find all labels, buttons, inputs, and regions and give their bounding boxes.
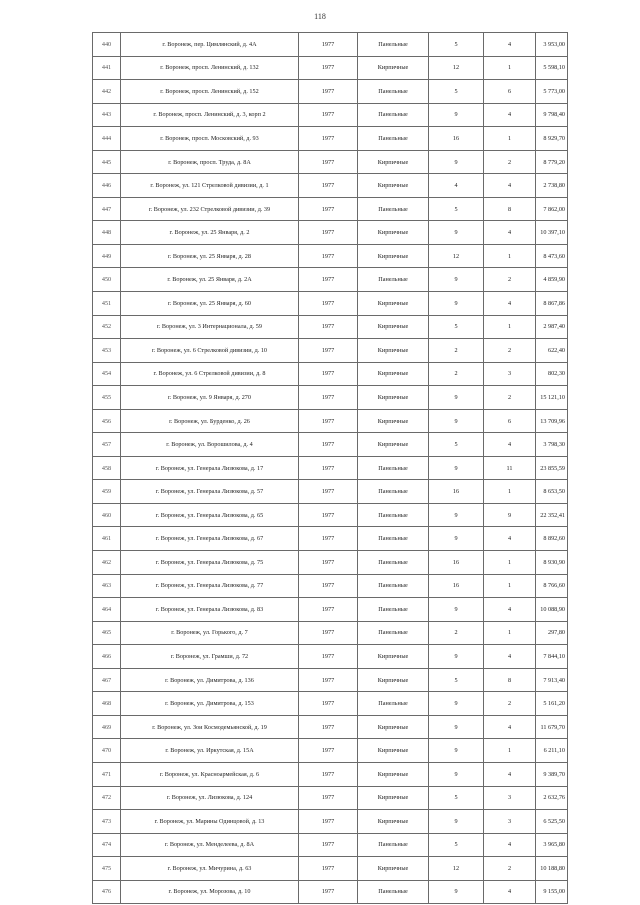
year-cell: 1977 [299, 715, 358, 739]
table-row [93, 880, 568, 904]
wall-material-cell: Панельные [358, 551, 429, 575]
year-cell: 1977 [299, 221, 358, 245]
floors-cell: 9 [429, 527, 484, 551]
floors-cell: 16 [429, 574, 484, 598]
entrances-cell: 4 [484, 598, 536, 622]
table-row [93, 362, 568, 386]
address-cell: г. Воронеж, ул. 9 Января, д. 270 [121, 386, 299, 410]
area-cell: 8 766,60 [536, 574, 568, 598]
entrances-cell: 4 [484, 762, 536, 786]
row-number-cell: 462 [93, 551, 121, 575]
year-cell: 1977 [299, 80, 358, 104]
entrances-cell: 1 [484, 315, 536, 339]
floors-cell: 9 [429, 103, 484, 127]
table-row [93, 315, 568, 339]
row-number-cell: 460 [93, 503, 121, 527]
area-cell: 10 088,90 [536, 598, 568, 622]
wall-material-cell: Панельные [358, 527, 429, 551]
year-cell: 1977 [299, 292, 358, 316]
row-number-cell: 466 [93, 645, 121, 669]
area-cell: 13 709,96 [536, 409, 568, 433]
table-row [93, 197, 568, 221]
area-cell: 10 188,80 [536, 857, 568, 881]
row-number-cell: 470 [93, 739, 121, 763]
area-cell: 9 389,70 [536, 762, 568, 786]
floors-cell: 12 [429, 56, 484, 80]
address-cell: г. Воронеж, пер. Цимлянский, д. 4А [121, 33, 299, 57]
entrances-cell: 4 [484, 715, 536, 739]
table-row [93, 762, 568, 786]
floors-cell: 9 [429, 409, 484, 433]
wall-material-cell: Панельные [358, 503, 429, 527]
year-cell: 1977 [299, 833, 358, 857]
address-cell: г. Воронеж, ул. Морозова, д. 10 [121, 880, 299, 904]
table-row [93, 715, 568, 739]
wall-material-cell: Панельные [358, 574, 429, 598]
address-cell: г. Воронеж, ул. 6 Стрелковой дивизии, д. 8 [121, 362, 299, 386]
year-cell: 1977 [299, 339, 358, 363]
floors-cell: 4 [429, 174, 484, 198]
area-cell: 6 525,50 [536, 810, 568, 834]
row-number-cell: 471 [93, 762, 121, 786]
entrances-cell: 6 [484, 80, 536, 104]
entrances-cell: 11 [484, 456, 536, 480]
address-cell: г. Воронеж, ул. 232 Стрелковой дивизии, д. 39 [121, 197, 299, 221]
table-row [93, 80, 568, 104]
housing-registry-table [92, 32, 568, 904]
floors-cell: 5 [429, 433, 484, 457]
year-cell: 1977 [299, 739, 358, 763]
address-cell: г. Воронеж, ул. Бурденко, д. 26 [121, 409, 299, 433]
row-number-cell: 441 [93, 56, 121, 80]
floors-cell: 5 [429, 786, 484, 810]
area-cell: 2 738,80 [536, 174, 568, 198]
address-cell: г. Воронеж, ул. Марины Одинцовой, д. 13 [121, 810, 299, 834]
floors-cell: 9 [429, 221, 484, 245]
entrances-cell: 2 [484, 339, 536, 363]
floors-cell: 9 [429, 880, 484, 904]
entrances-cell: 1 [484, 551, 536, 575]
floors-cell: 9 [429, 762, 484, 786]
row-number-cell: 476 [93, 880, 121, 904]
entrances-cell: 1 [484, 480, 536, 504]
area-cell: 2 987,40 [536, 315, 568, 339]
area-cell: 3 965,80 [536, 833, 568, 857]
address-cell: г. Воронеж, ул. Ворошилова, д. 4 [121, 433, 299, 457]
row-number-cell: 468 [93, 692, 121, 716]
row-number-cell: 461 [93, 527, 121, 551]
area-cell: 3 953,00 [536, 33, 568, 57]
row-number-cell: 440 [93, 33, 121, 57]
area-cell: 802,30 [536, 362, 568, 386]
table-row [93, 621, 568, 645]
area-cell: 297,80 [536, 621, 568, 645]
wall-material-cell: Кирпичные [358, 386, 429, 410]
address-cell: г. Воронеж, ул. 25 Января, д. 60 [121, 292, 299, 316]
table-body [93, 33, 568, 904]
address-cell: г. Воронеж, просп. Ленинский, д. 152 [121, 80, 299, 104]
address-cell: г. Воронеж, просп. Труда, д. 8А [121, 150, 299, 174]
table-row [93, 386, 568, 410]
area-cell: 8 892,60 [536, 527, 568, 551]
entrances-cell: 6 [484, 409, 536, 433]
address-cell: г. Воронеж, ул. Генерала Лизюкова, д. 75 [121, 551, 299, 575]
floors-cell: 12 [429, 244, 484, 268]
address-cell: г. Воронеж, просп. Ленинский, д. 3, корп 2 [121, 103, 299, 127]
year-cell: 1977 [299, 503, 358, 527]
row-number-cell: 453 [93, 339, 121, 363]
wall-material-cell: Кирпичные [358, 221, 429, 245]
row-number-cell: 449 [93, 244, 121, 268]
address-cell: г. Воронеж, ул. Грамши, д. 72 [121, 645, 299, 669]
row-number-cell: 444 [93, 127, 121, 151]
floors-cell: 5 [429, 197, 484, 221]
address-cell: г. Воронеж, ул. Генерала Лизюкова, д. 83 [121, 598, 299, 622]
entrances-cell: 4 [484, 880, 536, 904]
row-number-cell: 472 [93, 786, 121, 810]
floors-cell: 9 [429, 503, 484, 527]
address-cell: г. Воронеж, ул. Зои Космодемьянской, д. 19 [121, 715, 299, 739]
floors-cell: 16 [429, 551, 484, 575]
table-row [93, 598, 568, 622]
row-number-cell: 458 [93, 456, 121, 480]
entrances-cell: 2 [484, 386, 536, 410]
address-cell: г. Воронеж, ул. Мичурина, д. 63 [121, 857, 299, 881]
floors-cell: 9 [429, 692, 484, 716]
wall-material-cell: Кирпичные [358, 810, 429, 834]
area-cell: 22 352,41 [536, 503, 568, 527]
wall-material-cell: Панельные [358, 480, 429, 504]
wall-material-cell: Кирпичные [358, 244, 429, 268]
year-cell: 1977 [299, 244, 358, 268]
year-cell: 1977 [299, 362, 358, 386]
row-number-cell: 455 [93, 386, 121, 410]
year-cell: 1977 [299, 433, 358, 457]
floors-cell: 5 [429, 668, 484, 692]
row-number-cell: 446 [93, 174, 121, 198]
entrances-cell: 3 [484, 786, 536, 810]
row-number-cell: 454 [93, 362, 121, 386]
entrances-cell: 4 [484, 174, 536, 198]
table-row [93, 503, 568, 527]
page-number: 118 [314, 12, 326, 21]
address-cell: г. Воронеж, ул. Красноармейская, д. 6 [121, 762, 299, 786]
area-cell: 7 913,40 [536, 668, 568, 692]
area-cell: 5 161,20 [536, 692, 568, 716]
floors-cell: 12 [429, 857, 484, 881]
entrances-cell: 4 [484, 833, 536, 857]
wall-material-cell: Панельные [358, 456, 429, 480]
wall-material-cell: Панельные [358, 103, 429, 127]
wall-material-cell: Кирпичные [358, 739, 429, 763]
entrances-cell: 2 [484, 857, 536, 881]
row-number-cell: 443 [93, 103, 121, 127]
entrances-cell: 3 [484, 362, 536, 386]
floors-cell: 9 [429, 810, 484, 834]
area-cell: 9 798,40 [536, 103, 568, 127]
table-row [93, 244, 568, 268]
area-cell: 23 855,59 [536, 456, 568, 480]
table-row [93, 857, 568, 881]
wall-material-cell: Кирпичные [358, 762, 429, 786]
area-cell: 622,40 [536, 339, 568, 363]
address-cell: г. Воронеж, ул. 25 Января, д. 28 [121, 244, 299, 268]
entrances-cell: 1 [484, 621, 536, 645]
area-cell: 7 844,10 [536, 645, 568, 669]
area-cell: 8 929,70 [536, 127, 568, 151]
address-cell: г. Воронеж, просп. Ленинский, д. 132 [121, 56, 299, 80]
floors-cell: 9 [429, 150, 484, 174]
row-number-cell: 475 [93, 857, 121, 881]
year-cell: 1977 [299, 268, 358, 292]
year-cell: 1977 [299, 527, 358, 551]
year-cell: 1977 [299, 880, 358, 904]
wall-material-cell: Кирпичные [358, 56, 429, 80]
wall-material-cell: Кирпичные [358, 339, 429, 363]
area-cell: 4 859,90 [536, 268, 568, 292]
wall-material-cell: Панельные [358, 268, 429, 292]
table-row [93, 103, 568, 127]
area-cell: 8 779,20 [536, 150, 568, 174]
floors-cell: 9 [429, 456, 484, 480]
entrances-cell: 3 [484, 810, 536, 834]
table-row [93, 268, 568, 292]
row-number-cell: 442 [93, 80, 121, 104]
wall-material-cell: Панельные [358, 692, 429, 716]
wall-material-cell: Кирпичные [358, 668, 429, 692]
row-number-cell: 456 [93, 409, 121, 433]
area-cell: 7 862,00 [536, 197, 568, 221]
area-cell: 8 930,90 [536, 551, 568, 575]
year-cell: 1977 [299, 103, 358, 127]
address-cell: г. Воронеж, ул. Генерала Лизюкова, д. 57 [121, 480, 299, 504]
entrances-cell: 2 [484, 268, 536, 292]
wall-material-cell: Кирпичные [358, 409, 429, 433]
area-cell: 8 653,50 [536, 480, 568, 504]
area-cell: 5 598,10 [536, 56, 568, 80]
address-cell: г. Воронеж, ул. Генерала Лизюкова, д. 67 [121, 527, 299, 551]
entrances-cell: 2 [484, 150, 536, 174]
address-cell: г. Воронеж, ул. Димитрова, д. 136 [121, 668, 299, 692]
table-row [93, 551, 568, 575]
year-cell: 1977 [299, 150, 358, 174]
floors-cell: 9 [429, 739, 484, 763]
wall-material-cell: Панельные [358, 621, 429, 645]
entrances-cell: 1 [484, 574, 536, 598]
wall-material-cell: Панельные [358, 598, 429, 622]
entrances-cell: 8 [484, 668, 536, 692]
address-cell: г. Воронеж, ул. 25 Января, д. 2 [121, 221, 299, 245]
table-row [93, 409, 568, 433]
table-row [93, 221, 568, 245]
entrances-cell: 4 [484, 33, 536, 57]
wall-material-cell: Панельные [358, 80, 429, 104]
table-row [93, 810, 568, 834]
address-cell: г. Воронеж, ул. Лизюкова, д. 124 [121, 786, 299, 810]
wall-material-cell: Панельные [358, 833, 429, 857]
address-cell: г. Воронеж, ул. Иркутская, д. 15А [121, 739, 299, 763]
row-number-cell: 467 [93, 668, 121, 692]
floors-cell: 9 [429, 598, 484, 622]
table-row [93, 527, 568, 551]
row-number-cell: 447 [93, 197, 121, 221]
wall-material-cell: Кирпичные [358, 645, 429, 669]
year-cell: 1977 [299, 174, 358, 198]
area-cell: 5 773,00 [536, 80, 568, 104]
area-cell: 11 679,70 [536, 715, 568, 739]
entrances-cell: 1 [484, 127, 536, 151]
address-cell: г. Воронеж, ул. Менделеева, д. 8А [121, 833, 299, 857]
area-cell: 15 121,10 [536, 386, 568, 410]
year-cell: 1977 [299, 786, 358, 810]
row-number-cell: 465 [93, 621, 121, 645]
year-cell: 1977 [299, 480, 358, 504]
address-cell: г. Воронеж, ул. Горького, д. 7 [121, 621, 299, 645]
row-number-cell: 450 [93, 268, 121, 292]
area-cell: 8 867,86 [536, 292, 568, 316]
year-cell: 1977 [299, 386, 358, 410]
entrances-cell: 4 [484, 433, 536, 457]
entrances-cell: 8 [484, 197, 536, 221]
year-cell: 1977 [299, 668, 358, 692]
row-number-cell: 473 [93, 810, 121, 834]
area-cell: 9 155,00 [536, 880, 568, 904]
address-cell: г. Воронеж, ул. Генерала Лизюкова, д. 17 [121, 456, 299, 480]
wall-material-cell: Панельные [358, 33, 429, 57]
area-cell: 8 473,60 [536, 244, 568, 268]
floors-cell: 9 [429, 386, 484, 410]
address-cell: г. Воронеж, ул. 6 Стрелковой дивизии, д. 10 [121, 339, 299, 363]
table-row [93, 645, 568, 669]
floors-cell: 9 [429, 268, 484, 292]
table-row [93, 174, 568, 198]
floors-cell: 16 [429, 480, 484, 504]
table-row [93, 668, 568, 692]
floors-cell: 5 [429, 33, 484, 57]
table-row [93, 433, 568, 457]
table-row [93, 33, 568, 57]
entrances-cell: 1 [484, 244, 536, 268]
table-row [93, 292, 568, 316]
entrances-cell: 4 [484, 645, 536, 669]
year-cell: 1977 [299, 621, 358, 645]
wall-material-cell: Кирпичные [358, 362, 429, 386]
area-cell: 10 397,10 [536, 221, 568, 245]
floors-cell: 9 [429, 292, 484, 316]
floors-cell: 2 [429, 621, 484, 645]
floors-cell: 5 [429, 80, 484, 104]
area-cell: 3 798,30 [536, 433, 568, 457]
table-row [93, 574, 568, 598]
year-cell: 1977 [299, 598, 358, 622]
area-cell: 6 211,10 [536, 739, 568, 763]
row-number-cell: 448 [93, 221, 121, 245]
floors-cell: 16 [429, 127, 484, 151]
table-row [93, 833, 568, 857]
row-number-cell: 463 [93, 574, 121, 598]
wall-material-cell: Кирпичные [358, 174, 429, 198]
entrances-cell: 9 [484, 503, 536, 527]
row-number-cell: 452 [93, 315, 121, 339]
row-number-cell: 445 [93, 150, 121, 174]
year-cell: 1977 [299, 56, 358, 80]
row-number-cell: 451 [93, 292, 121, 316]
table-row [93, 127, 568, 151]
floors-cell: 9 [429, 715, 484, 739]
year-cell: 1977 [299, 692, 358, 716]
year-cell: 1977 [299, 456, 358, 480]
address-cell: г. Воронеж, ул. Генерала Лизюкова, д. 65 [121, 503, 299, 527]
year-cell: 1977 [299, 645, 358, 669]
wall-material-cell: Кирпичные [358, 315, 429, 339]
floors-cell: 5 [429, 315, 484, 339]
entrances-cell: 4 [484, 103, 536, 127]
address-cell: г. Воронеж, ул. Димитрова, д. 153 [121, 692, 299, 716]
row-number-cell: 457 [93, 433, 121, 457]
address-cell: г. Воронеж, ул. 121 Стрелковой дивизии, д. 1 [121, 174, 299, 198]
address-cell: г. Воронеж, ул. Генерала Лизюкова, д. 77 [121, 574, 299, 598]
floors-cell: 5 [429, 833, 484, 857]
year-cell: 1977 [299, 127, 358, 151]
wall-material-cell: Кирпичные [358, 433, 429, 457]
year-cell: 1977 [299, 857, 358, 881]
wall-material-cell: Панельные [358, 127, 429, 151]
floors-cell: 2 [429, 339, 484, 363]
year-cell: 1977 [299, 762, 358, 786]
wall-material-cell: Кирпичные [358, 786, 429, 810]
area-cell: 2 632,76 [536, 786, 568, 810]
year-cell: 1977 [299, 409, 358, 433]
year-cell: 1977 [299, 810, 358, 834]
table-row [93, 739, 568, 763]
table-row [93, 150, 568, 174]
row-number-cell: 464 [93, 598, 121, 622]
entrances-cell: 1 [484, 56, 536, 80]
address-cell: г. Воронеж, ул. 25 Января, д. 2А [121, 268, 299, 292]
year-cell: 1977 [299, 197, 358, 221]
year-cell: 1977 [299, 551, 358, 575]
table-row [93, 480, 568, 504]
year-cell: 1977 [299, 574, 358, 598]
wall-material-cell: Кирпичные [358, 857, 429, 881]
table-row [93, 692, 568, 716]
year-cell: 1977 [299, 315, 358, 339]
wall-material-cell: Кирпичные [358, 715, 429, 739]
row-number-cell: 469 [93, 715, 121, 739]
row-number-cell: 474 [93, 833, 121, 857]
year-cell: 1977 [299, 33, 358, 57]
floors-cell: 9 [429, 645, 484, 669]
entrances-cell: 2 [484, 692, 536, 716]
row-number-cell: 459 [93, 480, 121, 504]
table-row [93, 786, 568, 810]
entrances-cell: 4 [484, 292, 536, 316]
table-row [93, 56, 568, 80]
floors-cell: 2 [429, 362, 484, 386]
wall-material-cell: Панельные [358, 197, 429, 221]
table-row [93, 456, 568, 480]
entrances-cell: 4 [484, 527, 536, 551]
table-row [93, 339, 568, 363]
wall-material-cell: Кирпичные [358, 292, 429, 316]
address-cell: г. Воронеж, ул. 3 Интернационала, д. 59 [121, 315, 299, 339]
entrances-cell: 4 [484, 221, 536, 245]
wall-material-cell: Кирпичные [358, 150, 429, 174]
address-cell: г. Воронеж, просп. Московский, д. 93 [121, 127, 299, 151]
wall-material-cell: Панельные [358, 880, 429, 904]
entrances-cell: 1 [484, 739, 536, 763]
